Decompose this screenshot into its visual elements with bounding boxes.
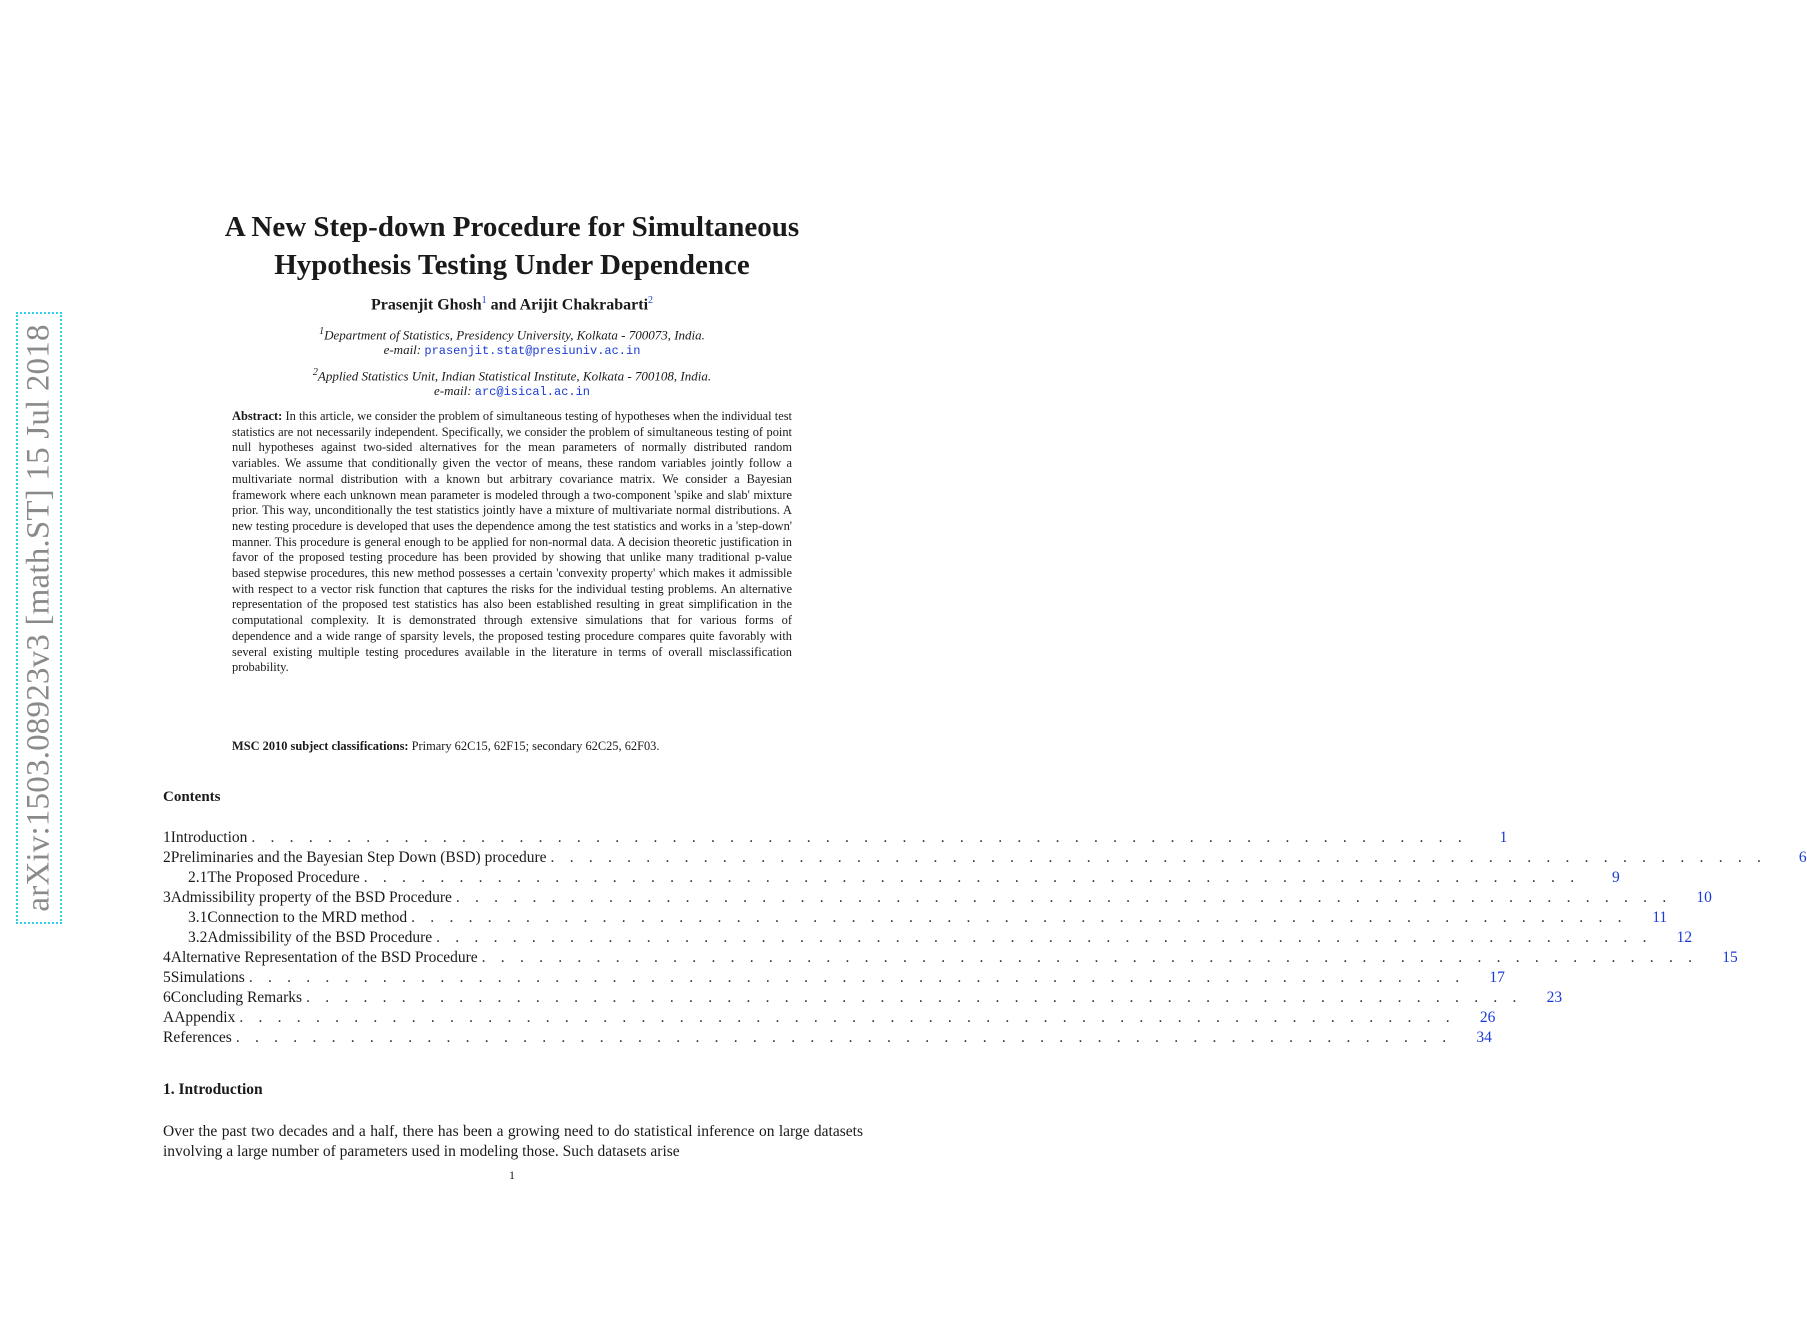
email-label-2: e-mail:: [433, 383, 475, 398]
section-1-body: Over the past two decades and a half, there has been a growing need to do statistical inference on large datasets involving a large number of parameters used in modeling those. Such datasets arise: [163, 1123, 863, 1160]
arxiv-id: arXiv:1503.08923v3 [math.ST] 15 Jul 2018: [20, 324, 57, 912]
author-2-affil-mark[interactable]: 2: [648, 295, 654, 306]
contents-heading: Contents: [163, 789, 221, 805]
msc-text: Primary 62C15, 62F15; secondary 62C25, 62F03.: [408, 739, 660, 753]
email-line-2: [150, 383, 874, 399]
toc-leader-dots: . . . . . . . . . . . . . . . . . . . . . . . . . . . . . . . . . . . . . . . . . . . . . . . . . . . . . . . . . . . . . . . .: [481, 949, 1698, 966]
toc-page-link[interactable]: 26: [1479, 1009, 1496, 1026]
author-2: Arijit Chakrabarti: [519, 296, 649, 314]
toc-item-admissibility-bsd[interactable]: [163, 928, 1693, 948]
toc-item-concluding-remarks[interactable]: [163, 988, 1563, 1008]
toc-page-link[interactable]: 15: [1722, 949, 1738, 966]
toc-leader-dots: . . . . . . . . . . . . . . . . . . . . . . . . . . . . . . . . . . . . . . . . . . . . . . . . . . . . . . . . . . . . . . . .: [363, 869, 1580, 886]
toc-page-link[interactable]: 17: [1489, 969, 1505, 986]
toc-number: 6: [163, 989, 171, 1006]
toc-title: Appendix: [174, 1009, 236, 1026]
msc-classifications: [232, 739, 792, 754]
email-line-1: [150, 342, 874, 358]
page-number: 1: [509, 1168, 515, 1182]
toc-number: 5: [163, 969, 171, 986]
toc-title: Simulations: [170, 969, 245, 986]
toc-item-appendix[interactable]: [163, 1008, 1496, 1028]
paper-title-line-1: A New Step-down Procedure for Simultaneous: [224, 211, 800, 243]
author-line: [150, 295, 874, 314]
toc-leader-dots: . . . . . . . . . . . . . . . . . . . . . . . . . . . . . . . . . . . . . . . . . . . . . . . . . . . . . . . . . . . . . . . .: [436, 929, 1653, 946]
toc-leader-dots: . . . . . . . . . . . . . . . . . . . . . . . . . . . . . . . . . . . . . . . . . . . . . . . . . . . . . . . . . . . . . . . .: [550, 849, 1767, 866]
toc-leader-dots: . . . . . . . . . . . . . . . . . . . . . . . . . . . . . . . . . . . . . . . . . . . . . . . . . . . . . . . . . . . . . . . .: [455, 889, 1672, 906]
abstract-label: Abstract:: [232, 409, 283, 423]
affiliation-2-mark: 2: [312, 367, 318, 378]
toc-number: 2.1: [188, 869, 208, 886]
toc-number: 1: [163, 829, 171, 846]
toc-item-introduction[interactable]: [163, 828, 1508, 848]
toc-title: Connection to the MRD method: [207, 909, 408, 926]
author-1-affil-mark[interactable]: 1: [481, 295, 487, 306]
abstract-text: In this article, we consider the problem of simultaneous testing of hypotheses when the individual test statistics are not necessarily independent. Specifically, we consider the problem of simultaneous testing of point null hypotheses against two-sided alternatives for the mean parameters of normally distributed random variables. We assume that conditionally given the vector of means, these random variables jointly follow a multivariate normal distribution with a known but arbitrary covariance matrix. We consider a Bayesian framework where each unknown mean parameter is modeled through a two-component 'spike and slab' mixture prior. This way, unconditionally the test statistics jointly have a mixture of multivariate normal distributions. A new testing procedure is developed that uses the dependence among the test statistics and works in a 'step-down' manner. This procedure is general enough to be applied for non-normal data. A decision theoretic justification in favor of the proposed testing procedure has been provided by showing that unlike many traditional p-value based stepwise procedures, this new method possesses a certain 'convexity property' which makes it admissible with respect to a vector risk function that captures the risks for the individual testing problems. An alternative representation of the proposed test statistics has also been established resulting in great simplification in the computational complexity. It is demonstrated through extensive simulations that for various forms of dependence and a wide range of sparsity levels, the proposed testing procedure compares quite favorably with several existing multiple testing procedures available in the literature in terms of overall misclassification probability.: [232, 409, 792, 675]
msc-label: MSC 2010 subject classifications:: [232, 739, 409, 753]
toc-item-references[interactable]: [163, 1028, 1492, 1048]
table-of-contents: [163, 828, 1807, 1048]
toc-page-link[interactable]: 11: [1652, 909, 1668, 926]
toc-leader-dots: . . . . . . . . . . . . . . . . . . . . . . . . . . . . . . . . . . . . . . . . . . . . . . . . . . . . . . . . . . . . . . . .: [411, 909, 1628, 926]
toc-leader-dots: . . . . . . . . . . . . . . . . . . . . . . . . . . . . . . . . . . . . . . . . . . . . . . . . . . . . . . . . . . . . . . . .: [239, 1009, 1456, 1026]
toc-number: 2: [163, 849, 171, 866]
toc-title: References: [163, 1029, 232, 1046]
toc-leader-dots: . . . . . . . . . . . . . . . . . . . . . . . . . . . . . . . . . . . . . . . . . . . . . . . . . . . . . . . . . . . . . . . .: [248, 969, 1465, 986]
paper-title-line-2: Hypothesis Testing Under Dependence: [274, 249, 750, 281]
toc-number: 3.1: [188, 909, 208, 926]
toc-page-link[interactable]: 1: [1499, 829, 1508, 846]
toc-number: A: [163, 1009, 175, 1026]
arxiv-stamp: [16, 312, 62, 924]
toc-item-simulations[interactable]: [163, 968, 1505, 988]
toc-title: Concluding Remarks: [170, 989, 303, 1006]
toc-number: 4: [163, 949, 171, 966]
toc-page-link[interactable]: 10: [1696, 889, 1712, 906]
toc-title: Admissibility property of the BSD Procedure: [170, 889, 452, 906]
toc-page-link[interactable]: 23: [1546, 989, 1563, 1006]
toc-title: Introduction: [170, 829, 248, 846]
toc-page-link[interactable]: 34: [1476, 1029, 1492, 1046]
toc-item-alternative-representation[interactable]: [163, 948, 1738, 968]
affiliation-1-text: Department of Statistics, Presidency University, Kolkata - 700073, India.: [324, 327, 705, 343]
email-label-1: e-mail:: [383, 342, 425, 357]
toc-item-admissibility-property[interactable]: [163, 888, 1712, 908]
affiliation-2: [150, 367, 874, 384]
toc-leader-dots: . . . . . . . . . . . . . . . . . . . . . . . . . . . . . . . . . . . . . . . . . . . . . . . . . . . . . . . . . . . . . . . .: [306, 989, 1523, 1006]
toc-page-link[interactable]: 6: [1798, 849, 1807, 866]
toc-item-proposed-procedure[interactable]: [163, 868, 1620, 888]
author-and: and: [486, 296, 520, 314]
email-link-2[interactable]: arc@isical.ac.in: [474, 385, 590, 399]
toc-leader-dots: . . . . . . . . . . . . . . . . . . . . . . . . . . . . . . . . . . . . . . . . . . . . . . . . . . . . . . . . . . . . . . . .: [235, 1029, 1452, 1046]
affiliation-2-text: Applied Statistics Unit, Indian Statistical Institute, Kolkata - 700108, India.: [317, 368, 712, 384]
toc-item-preliminaries[interactable]: [163, 848, 1807, 868]
affiliation-1: [150, 326, 874, 343]
toc-leader-dots: . . . . . . . . . . . . . . . . . . . . . . . . . . . . . . . . . . . . . . . . . . . . . . . . . . . . . . . . . . . . . . . .: [251, 829, 1468, 846]
toc-title: Admissibility of the BSD Procedure: [207, 929, 433, 946]
section-1-heading: 1. Introduction: [163, 1081, 263, 1098]
toc-item-mrd-connection[interactable]: [163, 908, 1668, 928]
abstract: [232, 409, 792, 676]
toc-title: Preliminaries and the Bayesian Step Down (BSD) procedure: [170, 849, 547, 866]
toc-number: 3.2: [188, 929, 208, 946]
toc-number: 3: [163, 889, 171, 906]
email-link-1[interactable]: prasenjit.stat@presiuniv.ac.in: [424, 344, 641, 358]
toc-page-link[interactable]: 9: [1612, 869, 1620, 886]
toc-title: Alternative Representation of the BSD Procedure: [170, 949, 478, 966]
toc-page-link[interactable]: 12: [1676, 929, 1693, 946]
affiliation-1-mark: 1: [319, 326, 325, 337]
toc-title: The Proposed Procedure: [207, 869, 360, 886]
author-1: Prasenjit Ghosh: [370, 296, 482, 314]
